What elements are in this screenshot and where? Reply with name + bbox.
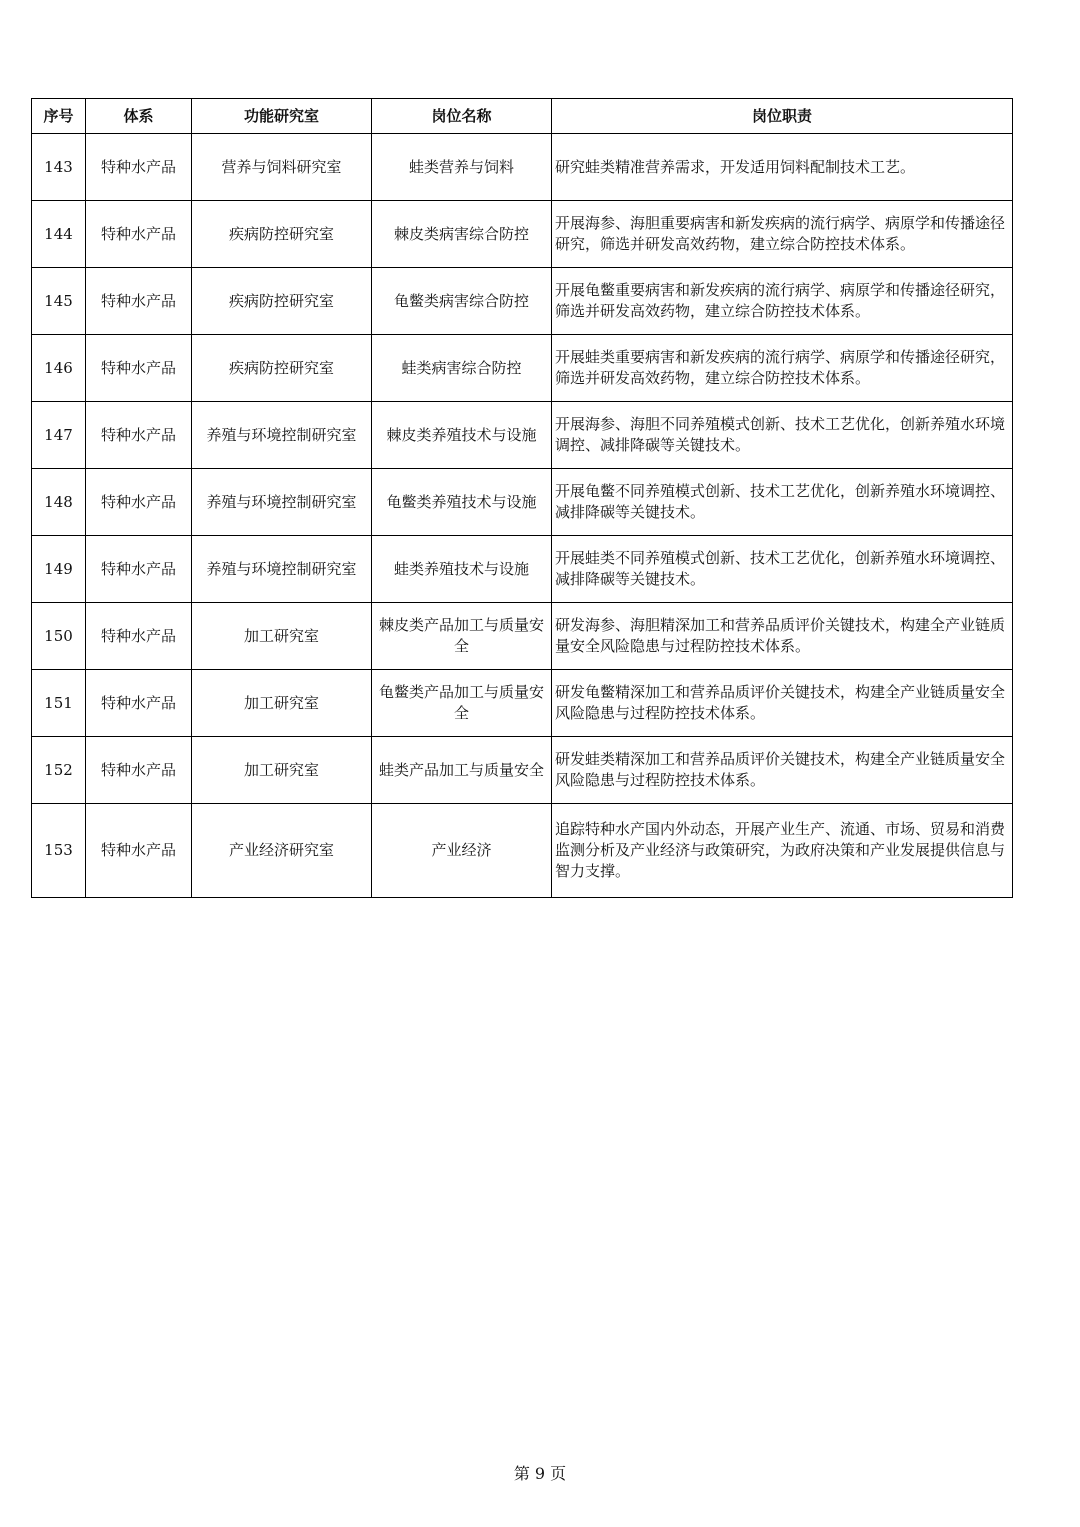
row-position: 棘皮类病害综合防控 bbox=[372, 201, 552, 268]
table-row bbox=[32, 402, 1013, 469]
row-lab: 疾病防控研究室 bbox=[192, 335, 372, 402]
row-system: 特种水产品 bbox=[86, 670, 192, 737]
row-lab: 疾病防控研究室 bbox=[192, 268, 372, 335]
row-duty: 开展海参、海胆不同养殖模式创新、技术工艺优化，创新养殖水环境调控、减排降碳等关键技术。 bbox=[552, 402, 1013, 469]
row-position: 蛙类病害综合防控 bbox=[372, 335, 552, 402]
row-position: 龟鳖类养殖技术与设施 bbox=[372, 469, 552, 536]
row-duty: 开展蛙类重要病害和新发疾病的流行病学、病原学和传播途径研究，筛选并研发高效药物，建立综合防控技术体系。 bbox=[552, 335, 1013, 402]
row-lab: 营养与饲料研究室 bbox=[192, 134, 372, 201]
row-position: 龟鳖类产品加工与质量安全 bbox=[372, 670, 552, 737]
row-number: 148 bbox=[32, 469, 86, 536]
row-number: 144 bbox=[32, 201, 86, 268]
row-duty: 开展龟鳖不同养殖模式创新、技术工艺优化，创新养殖水环境调控、减排降碳等关键技术。 bbox=[552, 469, 1013, 536]
header-number: 序号 bbox=[32, 99, 86, 134]
table-header-row bbox=[32, 99, 1013, 134]
row-system: 特种水产品 bbox=[86, 402, 192, 469]
row-system: 特种水产品 bbox=[86, 804, 192, 898]
row-system: 特种水产品 bbox=[86, 737, 192, 804]
row-position: 蛙类营养与饲料 bbox=[372, 134, 552, 201]
row-system: 特种水产品 bbox=[86, 469, 192, 536]
row-position: 龟鳖类病害综合防控 bbox=[372, 268, 552, 335]
row-system: 特种水产品 bbox=[86, 268, 192, 335]
header-lab: 功能研究室 bbox=[192, 99, 372, 134]
row-lab: 加工研究室 bbox=[192, 670, 372, 737]
row-duty: 追踪特种水产国内外动态，开展产业生产、流通、市场、贸易和消费监测分析及产业经济与政策研究，为政府决策和产业发展提供信息与智力支撑。 bbox=[552, 804, 1013, 898]
row-system: 特种水产品 bbox=[86, 335, 192, 402]
row-system: 特种水产品 bbox=[86, 201, 192, 268]
row-system: 特种水产品 bbox=[86, 603, 192, 670]
table-row bbox=[32, 201, 1013, 268]
row-lab: 疾病防控研究室 bbox=[192, 201, 372, 268]
table-row bbox=[32, 804, 1013, 898]
header-system: 体系 bbox=[86, 99, 192, 134]
row-lab: 加工研究室 bbox=[192, 737, 372, 804]
table-row bbox=[32, 469, 1013, 536]
row-number: 153 bbox=[32, 804, 86, 898]
header-position: 岗位名称 bbox=[372, 99, 552, 134]
page-number: 第 9 页 bbox=[513, 1464, 567, 1483]
row-lab: 加工研究室 bbox=[192, 603, 372, 670]
row-lab: 养殖与环境控制研究室 bbox=[192, 402, 372, 469]
row-duty: 开展蛙类不同养殖模式创新、技术工艺优化，创新养殖水环境调控、减排降碳等关键技术。 bbox=[552, 536, 1013, 603]
row-duty: 研发蛙类精深加工和营养品质评价关键技术，构建全产业链质量安全风险隐患与过程防控技术体系。 bbox=[552, 737, 1013, 804]
row-position: 蛙类产品加工与质量安全 bbox=[372, 737, 552, 804]
row-lab: 养殖与环境控制研究室 bbox=[192, 469, 372, 536]
header-duty: 岗位职责 bbox=[552, 99, 1013, 134]
row-system: 特种水产品 bbox=[86, 536, 192, 603]
row-system: 特种水产品 bbox=[86, 134, 192, 201]
table-row bbox=[32, 134, 1013, 201]
row-position: 蛙类养殖技术与设施 bbox=[372, 536, 552, 603]
table-row bbox=[32, 536, 1013, 603]
row-duty: 开展龟鳖重要病害和新发疾病的流行病学、病原学和传播途径研究，筛选并研发高效药物，建立综合防控技术体系。 bbox=[552, 268, 1013, 335]
row-number: 149 bbox=[32, 536, 86, 603]
table-row bbox=[32, 335, 1013, 402]
row-number: 147 bbox=[32, 402, 86, 469]
row-number: 143 bbox=[32, 134, 86, 201]
row-number: 150 bbox=[32, 603, 86, 670]
row-duty: 研发龟鳖精深加工和营养品质评价关键技术，构建全产业链质量安全风险隐患与过程防控技术体系。 bbox=[552, 670, 1013, 737]
positions-table bbox=[31, 98, 1013, 898]
table-row bbox=[32, 268, 1013, 335]
row-duty: 研究蛙类精准营养需求，开发适用饲料配制技术工艺。 bbox=[552, 134, 1013, 201]
row-number: 151 bbox=[32, 670, 86, 737]
row-number: 145 bbox=[32, 268, 86, 335]
row-duty: 开展海参、海胆重要病害和新发疾病的流行病学、病原学和传播途径研究，筛选并研发高效药物，建立综合防控技术体系。 bbox=[552, 201, 1013, 268]
row-position: 棘皮类养殖技术与设施 bbox=[372, 402, 552, 469]
row-lab: 养殖与环境控制研究室 bbox=[192, 536, 372, 603]
table-row bbox=[32, 603, 1013, 670]
table-row bbox=[32, 737, 1013, 804]
row-lab: 产业经济研究室 bbox=[192, 804, 372, 898]
row-number: 152 bbox=[32, 737, 86, 804]
table-row bbox=[32, 670, 1013, 737]
row-number: 146 bbox=[32, 335, 86, 402]
row-duty: 研发海参、海胆精深加工和营养品质评价关键技术，构建全产业链质量安全风险隐患与过程防控技术体系。 bbox=[552, 603, 1013, 670]
row-position: 产业经济 bbox=[372, 804, 552, 898]
row-position: 棘皮类产品加工与质量安全 bbox=[372, 603, 552, 670]
